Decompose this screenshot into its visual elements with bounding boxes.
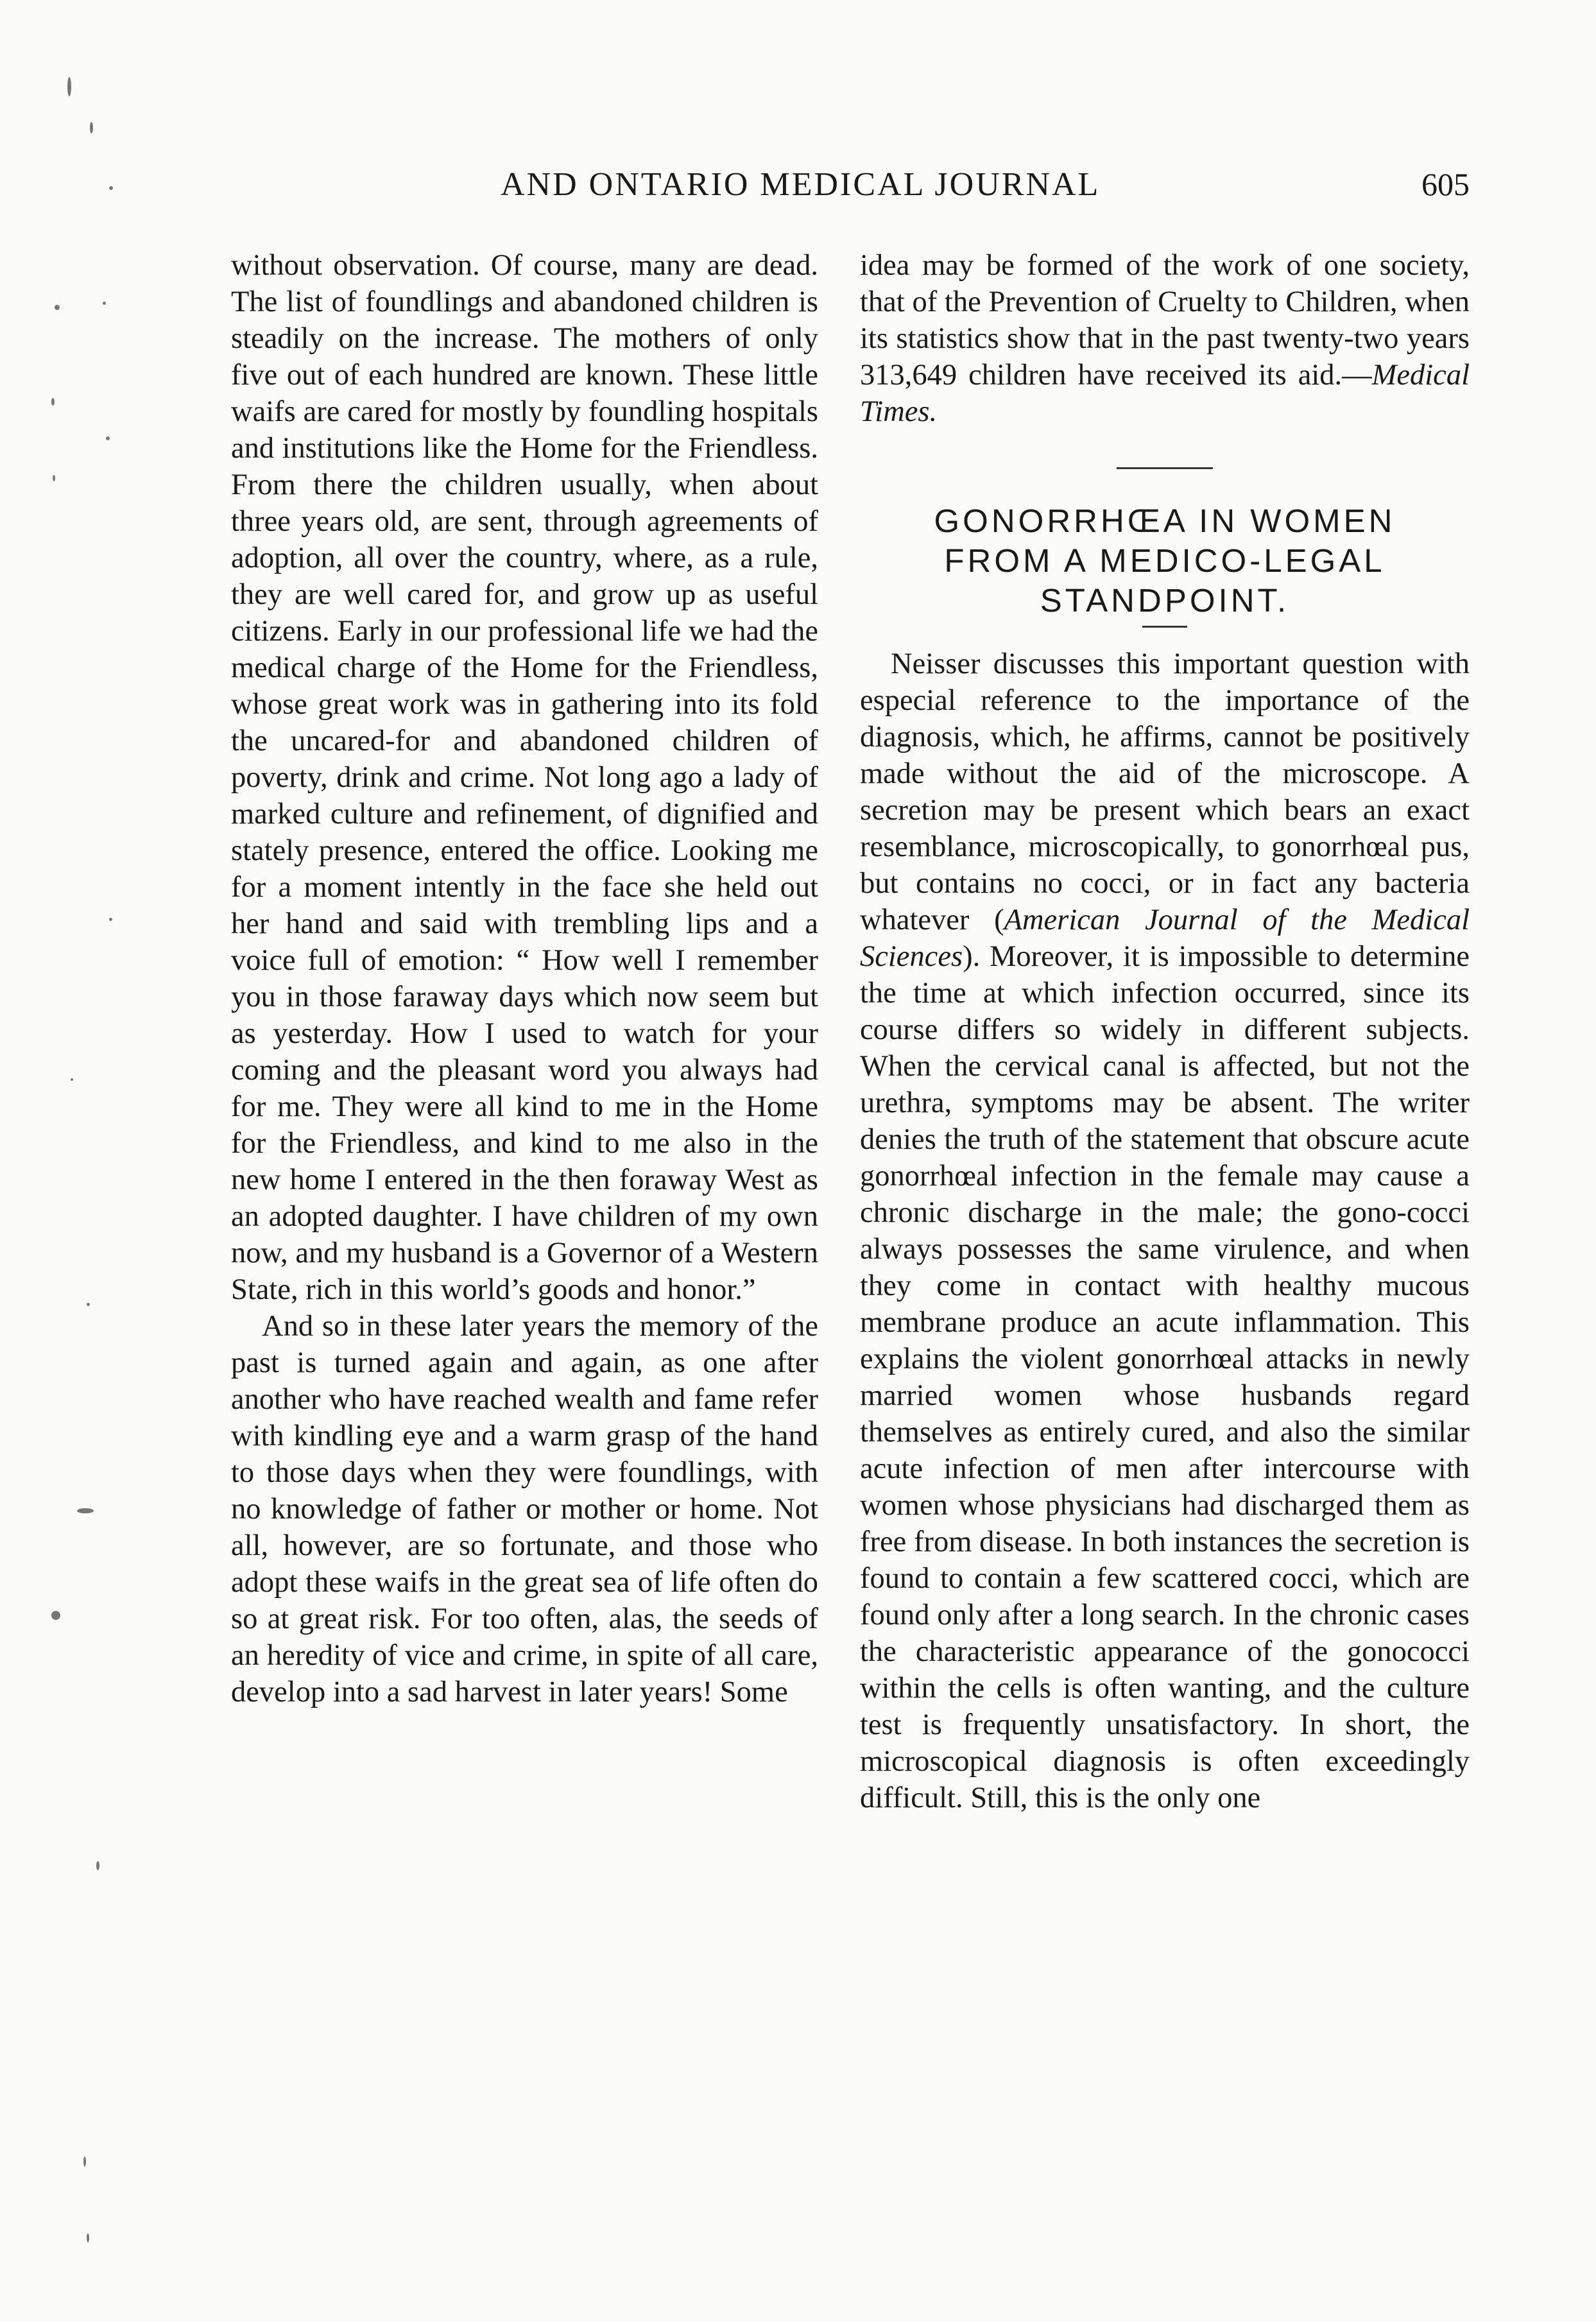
right-paragraph-1-text: idea may be formed of the work of one society, that of the Prevention of Cruelty to Children, when its statistics show that in the past twenty-two years 313,649 children have received its aid.—	[860, 249, 1470, 391]
right-paragraph-2-part-2: ). Moreover, it is impossible to determine the time at which infection occurred, since its course differs so widely in different subjects. When the cervical canal is affected, but not the urethra, symptoms may be absent. The writer denies the truth of the statement that obscure acute gonorrhœal infection in the female may cause a chronic discharge in the male; the gono-cocci always possesses the same virulence, and when they come in contact with healthy mucous membrane produce an acute inflammation. This explains the violent gonorrhœal attacks in newly married women whose husbands regard themselves as entirely cured, and also the similar acute infection of men after intercourse with women whose physicians had discharged them as free from disease. In both instances the secretion is found to contain a few scattered cocci, which are found only after a long search. In the chronic cases the characteristic appearance of the gonococci within the cells is often wanting, and the culture test is frequently unsatisfactory. In short, the microscopical diagnosis is often exceedingly difficult. Still, this is the only one	[860, 940, 1470, 1814]
heading-divider	[1142, 626, 1187, 628]
section-divider	[1117, 467, 1213, 469]
left-column	[231, 247, 818, 2211]
article-heading-line-1: GONORRHŒA IN WOMEN	[934, 503, 1396, 539]
running-head: AND ONTARIO MEDICAL JOURNAL	[501, 166, 1101, 203]
right-paragraph-2-part-1: Neisser discusses this important question with especial reference to the importance of the diagnosis, which, he affirms, cannot be positively made without the aid of the microscope. A secretion may be present which bears an exact resemblance, microscopically, to gonorrhœal pus, but contains no cocci, or in fact any bacteria whatever (	[860, 648, 1470, 936]
left-paragraph-1: without observation. Of course, many are dead. The list of foundlings and abandoned children is steadily on the increase. The mothers of only five out of each hundred are known. These little waifs are cared for mostly by foundling hospitals and institutions like the Home for the Friendless. From there the children usually, when about three years old, are sent, through agreements of adoption, all over the country, where, as a rule, they are well cared for, and grow up as useful citizens. Early in our professional life we had the medical charge of the Home for the Friendless, whose great work was in gathering into its fold the uncared-for and abandoned children of poverty, drink and crime. Not long ago a lady of marked culture and refinement, of dignified and stately presence, entered the office. Looking me for a moment intently in the face she held out her hand and said with trembling lips and a voice full of emotion: “ How well I remember you in those faraway days which now seem but as yesterday. How I used to watch for your coming and the pleasant word you always had for me. They were all kind to me in the Home for the Friendless, and kind to me also in the new home I entered in the then foraway West as an adopted daughter. I have children of my own now, and my husband is a Governor of a Western State, rich in this world’s goods and honor.”	[231, 249, 818, 1306]
page-number: 605	[1421, 166, 1470, 202]
right-paragraph-1	[860, 247, 1470, 430]
margin-specks	[39, 51, 128, 2298]
article-heading-line-3: STANDPOINT.	[1040, 582, 1290, 619]
left-paragraph-2: And so in these later years the memory of the past is turned again and again, as one after another who have reached wealth and fame refer with kindling eye and a warm grasp of the hand to those days when they were foundlings, with no knowledge of father or mother or home. Not all, however, are so fortunate, and those who adopt these waifs in the great sea of life often do so at great risk. For too often, alas, the seeds of an heredity of vice and crime, in spite of all care, develop into a sad harvest in later years! Some	[231, 1310, 818, 1708]
source-citation: Medical Times.	[860, 359, 1470, 428]
right-paragraph-2	[860, 646, 1470, 1816]
article-heading-line-2: FROM A MEDICO-LEGAL	[944, 542, 1386, 579]
right-column	[860, 247, 1470, 2211]
page-header	[231, 166, 1470, 211]
journal-citation: American Journal of the Medical Sciences	[860, 904, 1470, 973]
